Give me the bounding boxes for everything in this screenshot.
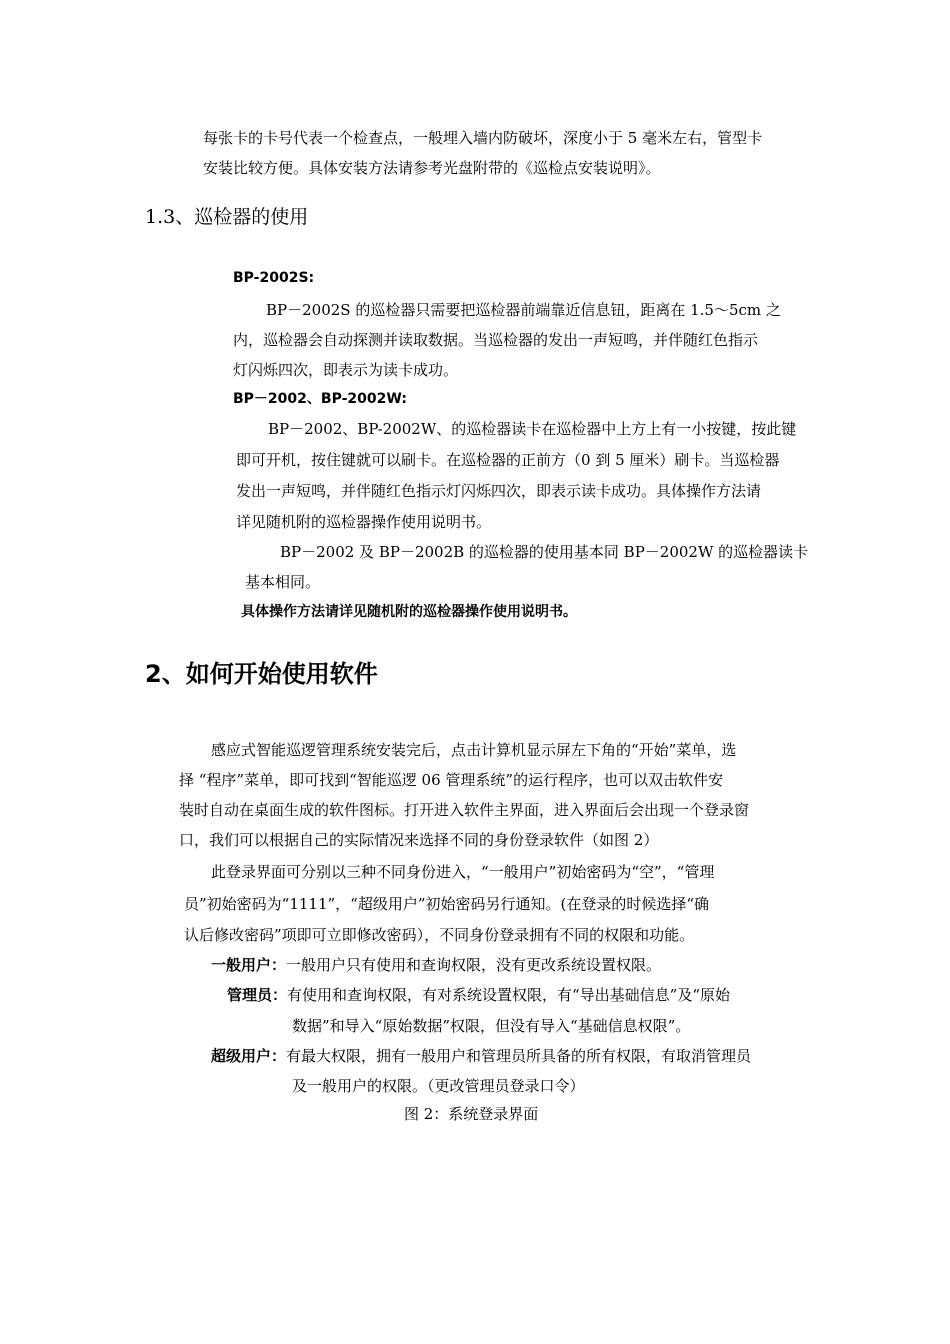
model-b-label: BP－2002、BP-2002W:: [233, 391, 407, 407]
model-b-line-4: 详见随机附的巡检器操作使用说明书。: [236, 513, 492, 531]
model-a-line-1: BP－2002S 的巡检器只需要把巡检器前端靠近信息钮，距离在 1.5～5cm 之: [266, 301, 781, 319]
role-super: [211, 1049, 751, 1064]
section-2-heading: 2、如何开始使用软件: [145, 660, 378, 688]
p1-line-3: 装时自动在桌面生成的软件图标。打开进入软件主界面，进入界面后会出现一个登录窗: [179, 801, 750, 819]
p2-line-3: 认后修改密码”项即可立即修改密码），不同身份登录拥有不同的权限和功能。: [184, 926, 695, 944]
role-general: [211, 958, 661, 973]
p1-line-2: 择 “程序”菜单，即可找到“智能巡逻 06 管理系统”的运行程序，也可以双击软件安: [179, 771, 724, 789]
p1-line-1: 感应式智能巡逻管理系统安装完后，点击计算机显示屏左下角的“开始”菜单，选: [211, 741, 737, 759]
intro-line-2: 安装比较方便。具体安装方法请参考光盘附带的《巡检点安装说明》。: [203, 159, 661, 177]
model-c-line-1: BP－2002 及 BP－2002B 的巡检器的使用基本同 BP－2002W 的巡检器读卡: [280, 543, 809, 561]
role-admin: [227, 988, 730, 1003]
role-admin-desc-1: 有使用和查询权限，有对系统设置权限，有“导出基础信息”及“原始: [287, 986, 731, 1004]
model-a-line-2: 内，巡检器会自动探测并读取数据。当巡检器的发出一声短鸣，并伴随红色指示: [233, 331, 759, 349]
p1-line-4: 口，我们可以根据自己的实际情况来选择不同的身份登录软件（如图 2）: [179, 831, 659, 849]
model-a-label: BP-2002S:: [233, 270, 315, 286]
role-super-desc-1: 有最大权限，拥有一般用户和管理员所具备的所有权限，有取消管理员: [286, 1047, 752, 1065]
model-b-line-2: 即可开机，按住键就可以刷卡。在巡检器的正前方（0 到 5 厘米）刷卡。当巡检器: [236, 451, 780, 469]
model-b-line-1: BP－2002、BP-2002W、的巡检器读卡在巡检器中上方上有一小按键，按此键: [268, 420, 797, 438]
figure-caption: 图 2：系统登录界面: [404, 1105, 539, 1123]
role-general-term: 一般用户：: [211, 956, 287, 974]
role-super-desc-2: 及一般用户的权限。（更改管理员登录口令）: [292, 1077, 585, 1095]
intro-line-1: 每张卡的卡号代表一个检查点，一般埋入墙内防破坏，深度小于 5 毫米左右，管型卡: [203, 129, 763, 147]
p2-line-1: 此登录界面可分别以三种不同身份进入，“一般用户”初始密码为“空”，“管理: [211, 863, 715, 881]
p2-line-2: 员”初始密码为“1111”，“超级用户”初始密码另行通知。(在登录的时候选择“确: [184, 895, 710, 913]
model-b-line-3: 发出一声短鸣，并伴随红色指示灯闪烁四次，即表示读卡成功。具体操作方法请: [236, 482, 762, 500]
role-admin-term: 管理员：: [227, 986, 288, 1004]
section-1-3-heading: 1.3、巡检器的使用: [145, 206, 309, 228]
operation-note: 具体操作方法请详见随机附的巡检器操作使用说明书。: [241, 604, 577, 620]
role-super-term: 超级用户：: [211, 1047, 287, 1065]
role-general-desc: 一般用户只有使用和查询权限，没有更改系统设置权限。: [286, 956, 662, 974]
role-admin-desc-2: 数据”和导入“原始数据”权限，但没有导入“基础信息权限”。: [292, 1017, 691, 1035]
model-a-line-3: 灯闪烁四次，即表示为读卡成功。: [233, 361, 459, 379]
model-c-line-2: 基本相同。: [245, 573, 321, 591]
